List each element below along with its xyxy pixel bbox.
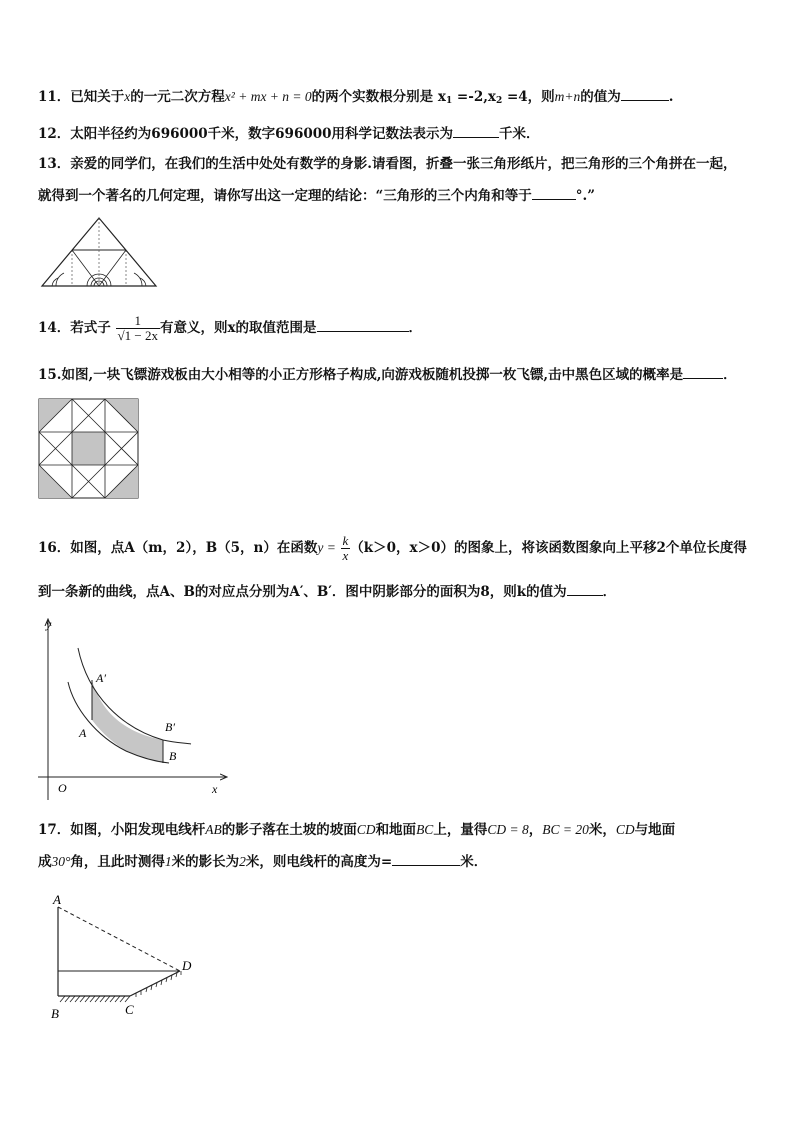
x-label: x [212,782,218,796]
question-13-line-1 [38,154,737,174]
origin-label: O [58,781,67,795]
q13-line2b: °.” [575,188,595,204]
q15-answer-blank [683,364,723,379]
q17-text-3: 和地面 [375,822,417,838]
q13-line2a: 就得到一个著名的几何定理，请你写出这一定理的结论：“三角形的三个内角和等于 [38,188,532,204]
slope-cd [130,971,180,996]
q17-text-4: 上，量得 [433,822,488,838]
q16-fraction [341,534,351,563]
q15-number: 15. [38,367,62,383]
q17-line2c: 米的影长为 [171,854,240,870]
q11-root1-val: =-2,x [456,89,496,105]
q13-answer-blank [532,185,576,200]
shaded-region [92,680,163,763]
question-16-line-1 [38,534,747,563]
q17-text-7: 与地面 [634,822,676,838]
question-11 [38,86,673,111]
q12-answer-blank [453,123,499,138]
q17-end: 米． [460,854,488,870]
q13-line1: 亲爱的同学们，在我们的生活中处处有数学的身影.请看图，折叠一张三角形纸片，把三角形的三个角拼在一起， [70,156,737,172]
q11-answer-blank [621,86,669,101]
point-a-label: A [79,726,87,740]
q11-root1: x [437,89,446,105]
q14-text-2: 有意义，则x的取值范围是 [159,320,317,336]
q11-number: 11． [38,89,71,105]
q17-number: 17． [38,822,71,838]
q16-text-2: （k＞0，x＞0）的图象上，将该函数图象向上平移2个单位长度得 [350,540,747,556]
q11-text-4: ，则 [527,89,555,105]
q12-end: 千米． [499,126,540,142]
point-a-prime-label: A′ [96,671,106,685]
question-13-line-2 [38,185,595,206]
q11-text-1: 已知关于 [70,89,125,105]
sun-ray [58,907,180,971]
point-a-label: A [53,893,61,907]
q11-equation: x² + mx + n = 0 [224,89,312,104]
q12-number: 12． [38,126,71,142]
q16-frac-den: x [342,548,349,563]
q11-expr: m+n [554,89,581,104]
question-14 [38,314,422,343]
q17-line2b: 角，且此时测得 [70,854,165,870]
pole-shadow-figure [48,893,218,1023]
q11-text-3: 的两个实数根分别是 [311,89,434,105]
q14-frac-den: √1 − 2x [117,328,158,343]
question-12 [38,123,540,144]
q15-text: 如图,一块飞镖游戏板由大小相等的小正方形格子构成,向游戏板随机投掷一枚飞镖,击中黑色区域的概率是 [61,367,684,383]
q11-end: . [668,89,674,105]
point-b-prime-label: B′ [165,720,175,734]
q17-line2d: 米，则电线杆的高度为= [245,854,393,870]
q13-number: 13． [38,156,71,172]
q16-text-1: 如图，点A（m，2），B（5，n）在函数 [70,540,318,556]
dartboard-figure [38,398,140,500]
q15-end: ． [723,367,737,383]
q17-cd2: CD [615,822,635,837]
q17-angle: 30° [51,854,71,869]
q14-number: 14． [38,320,71,336]
q17-one: 1 [164,854,172,869]
q11-root2-sub: 2 [495,96,503,106]
point-b-label: B [51,1006,59,1021]
q11-var-x: x [124,89,131,104]
q17-text-2: 的影子落在土坡的坡面 [221,822,357,838]
q11-text-5: 的值为 [580,89,621,105]
q14-frac-num: 1 [116,314,160,329]
q14-fraction [116,314,160,343]
q17-two: 2 [239,854,246,869]
q17-bc-eq: BC = 20 [542,822,589,837]
ground-hatching [60,971,181,1002]
question-16-line-2 [38,581,616,602]
q16-end: ． [602,584,617,600]
q17-cd-eq: CD = 8 [487,822,529,837]
question-15 [38,364,737,385]
q16-line2a: 到一条新的曲线，点A、B的对应点分别为A′、B′．图中阴影部分的面积为8，则k的值为 [38,584,567,600]
q17-text-5: ， [528,822,543,838]
q17-bc: BC [416,822,434,837]
question-17-line-2 [38,851,487,872]
q17-cd: CD [356,822,376,837]
q17-text-6: 米， [588,822,616,838]
point-b-label: B [169,749,177,763]
q14-answer-blank [317,317,409,332]
folded-triangle-figure [40,215,158,289]
q17-ab: AB [205,822,222,837]
q16-frac-num: k [342,533,349,548]
q17-answer-blank [392,851,460,866]
point-c-label: C [125,1002,134,1017]
q12-text: 太阳半径约为696000千米，数字696000用科学记数法表示为 [70,126,454,142]
point-d-label: D [182,958,192,973]
question-17-line-1 [38,820,675,840]
q17-text-1: 如图，小阳发现电线杆 [70,822,206,838]
q11-text-2: 的一元二次方程 [130,89,225,105]
q16-number: 16． [38,540,71,556]
y-label: y [46,617,52,631]
q14-end: ． [408,320,423,336]
q17-line2a: 成 [38,854,52,870]
q16-answer-blank [567,581,603,596]
q16-fn-lhs: y = [317,540,336,555]
q11-root2-val: =4 [506,89,528,105]
inverse-function-figure [36,616,236,800]
q11-root1-sub: 1 [445,96,453,106]
q14-text-1: 若式子 [70,320,111,336]
